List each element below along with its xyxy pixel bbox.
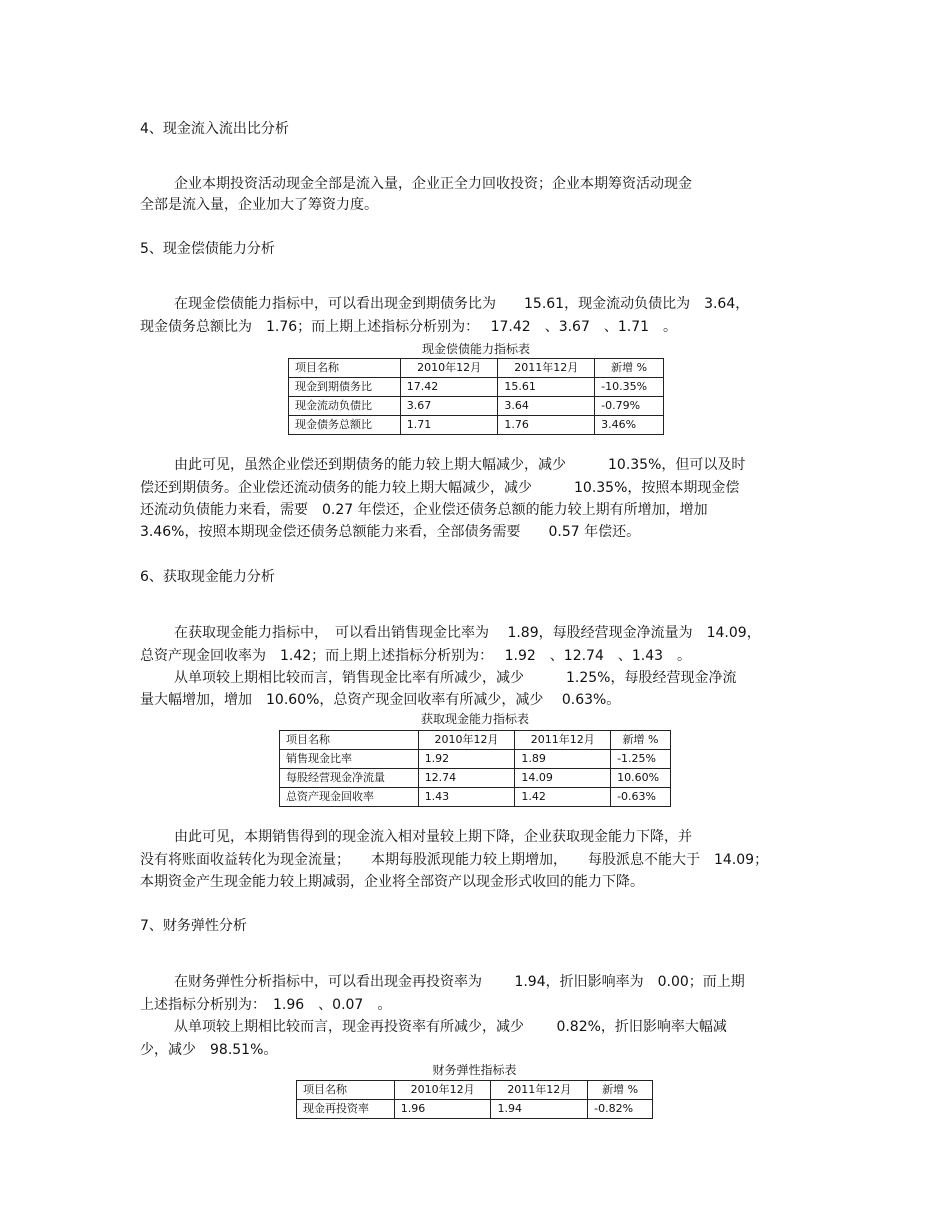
section-heading: 7、财务弹性分析 [140, 918, 247, 934]
table-title: 财务弹性指标表 [432, 1063, 517, 1077]
paragraph-line: 量大幅增加，增加 10.60%，总资产现金回收率有所减少，减少 0.63%。 [140, 692, 621, 708]
table-cell: 1.42 [515, 788, 611, 807]
table-cell: 现金债务总额比 [289, 416, 401, 435]
table-cell: -10.35% [595, 378, 664, 397]
table-header-cell: 项目名称 [280, 731, 419, 750]
table-cell: 总资产现金回收率 [280, 788, 419, 807]
table-cell: 1.71 [400, 416, 498, 435]
paragraph-line: 在财务弹性分析指标中，可以看出现金再投资率为 1.94，折旧影响率为 0.00；而上期 [174, 974, 745, 990]
table-cell: -0.63% [611, 788, 671, 807]
paragraph-line: 少，减少 98.51%。 [140, 1042, 278, 1058]
paragraph-line: 本期资金产生现金能力较上期减弱，企业将全部资产以现金形式收回的能力下降。 [140, 874, 644, 890]
table-row [280, 788, 671, 807]
table-row [289, 416, 664, 435]
paragraph-line: 总资产现金回收率为 1.42；而上期上述指标分析别为： 1.92 、12.74 、1.43 。 [140, 648, 692, 664]
table-title: 现金偿债能力指标表 [421, 342, 530, 356]
table-cell: 3.64 [498, 397, 595, 416]
table-cell: 10.60% [611, 769, 671, 788]
table-header-cell: 2011年12月 [491, 1081, 588, 1100]
table-cell: 12.74 [418, 769, 515, 788]
table-cell: 1.76 [498, 416, 595, 435]
table-header-cell: 2011年12月 [498, 359, 595, 378]
table-header-cell: 2010年12月 [418, 731, 515, 750]
table-cell: -0.82% [588, 1100, 653, 1119]
paragraph-line: 上述指标分析别为： 1.96 、0.07 。 [140, 997, 392, 1013]
table-header-cell: 新增 % [588, 1081, 653, 1100]
paragraph-line: 3.46%，按照本期现金偿还债务总额能力来看，全部债务需要 0.57 年偿还。 [140, 524, 641, 540]
paragraph-line: 从单项较上期相比较而言，销售现金比率有所减少，减少 1.25%，每股经营现金净流 [174, 670, 737, 686]
table-header-cell: 新增 % [595, 359, 664, 378]
paragraph-line: 全部是流入量，企业加大了筹资力度。 [140, 197, 378, 213]
paragraph-line: 企业本期投资活动现金全部是流入量，企业正全力回收投资；企业本期筹资活动现金 [174, 176, 692, 192]
cash-acquisition-table [279, 730, 671, 807]
table-cell: 现金流动负债比 [289, 397, 401, 416]
section-heading: 6、获取现金能力分析 [140, 569, 275, 585]
table-row [297, 1100, 653, 1119]
table-header-cell: 新增 % [611, 731, 671, 750]
table-header-row [289, 359, 664, 378]
table-cell: 3.67 [400, 397, 498, 416]
table-cell: 14.09 [515, 769, 611, 788]
table-cell: 1.94 [491, 1100, 588, 1119]
table-cell: 3.46% [595, 416, 664, 435]
table-cell: 现金到期债务比 [289, 378, 401, 397]
table-header-cell: 2010年12月 [394, 1081, 491, 1100]
table-header-cell: 2010年12月 [400, 359, 498, 378]
paragraph-line: 在现金偿债能力指标中，可以看出现金到期债务比为 15.61，现金流动负债比为 3.64， [174, 296, 750, 312]
table-header-row [297, 1081, 653, 1100]
table-row [289, 378, 664, 397]
paragraph-line: 从单项较上期相比较而言，现金再投资率有所减少，减少 0.82%，折旧影响率大幅减 [174, 1019, 727, 1035]
paragraph-line: 没有将账面收益转化为现金流量； 本期每股派现能力较上期增加， 每股派息不能大于 14.09； [140, 852, 769, 868]
table-row [280, 769, 671, 788]
paragraph-line: 还流动负债能力来看，需要 0.27 年偿还，企业偿还债务总额的能力较上期有所增加，增加 [140, 502, 708, 518]
table-cell: -0.79% [595, 397, 664, 416]
table-cell: 1.96 [394, 1100, 491, 1119]
financial-elasticity-table [296, 1080, 653, 1119]
table-cell: 1.92 [418, 750, 515, 769]
table-cell: -1.25% [611, 750, 671, 769]
table-header-cell: 项目名称 [289, 359, 401, 378]
section-heading: 5、现金偿债能力分析 [140, 241, 275, 257]
paragraph-line: 偿还到期债务。企业偿还流动债务的能力较上期大幅减少，减少 10.35%，按照本期现金偿 [140, 480, 740, 496]
table-cell: 1.43 [418, 788, 515, 807]
paragraph-line: 由此可见，本期销售得到的现金流入相对量较上期下降，企业获取现金能力下降，并 [174, 829, 692, 845]
cash-solvency-table [288, 358, 664, 435]
table-header-row [280, 731, 671, 750]
table-header-cell: 项目名称 [297, 1081, 395, 1100]
paragraph-line: 由此可见，虽然企业偿还到期债务的能力较上期大幅减少，减少 10.35%，但可以及时 [174, 457, 746, 473]
paragraph-line: 现金债务总额比为 1.76；而上期上述指标分析别为： 17.42 、3.67 、1.71 。 [140, 319, 678, 335]
table-row [280, 750, 671, 769]
table-cell: 现金再投资率 [297, 1100, 395, 1119]
table-cell: 1.89 [515, 750, 611, 769]
table-cell: 销售现金比率 [280, 750, 419, 769]
table-row [289, 397, 664, 416]
table-cell: 每股经营现金净流量 [280, 769, 419, 788]
paragraph-line: 在获取现金能力指标中， 可以看出销售现金比率为 1.89，每股经营现金净流量为 14.09， [174, 625, 761, 641]
table-cell: 17.42 [400, 378, 498, 397]
table-cell: 15.61 [498, 378, 595, 397]
table-title: 获取现金能力指标表 [420, 712, 529, 726]
table-header-cell: 2011年12月 [515, 731, 611, 750]
section-heading: 4、现金流入流出比分析 [140, 121, 289, 137]
